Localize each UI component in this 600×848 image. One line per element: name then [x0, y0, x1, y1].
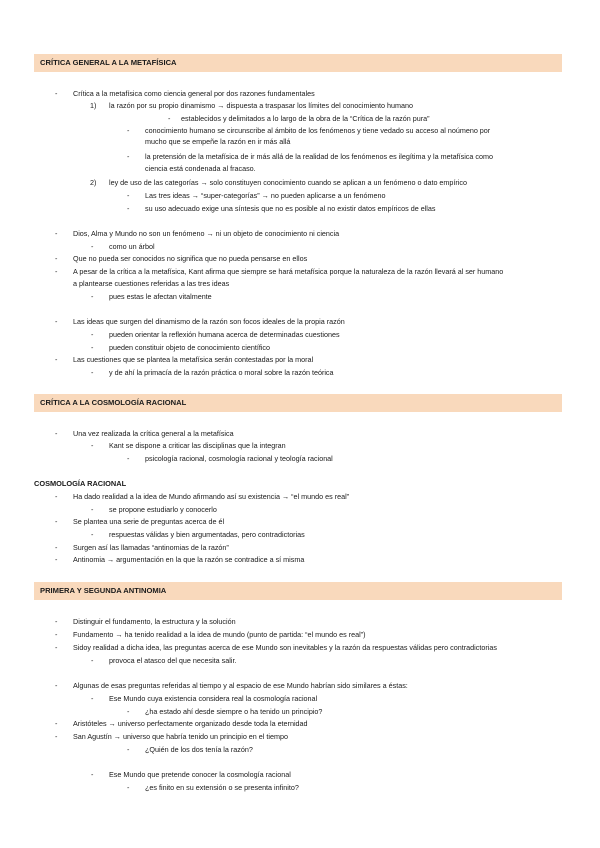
list-item: Las ideas que surgen del dinamismo de la razón son focos ideales de la propia razón: [73, 317, 345, 326]
list-item: pueden constituir objeto de conocimiento científico: [109, 343, 271, 352]
bullet-dash: -: [91, 242, 94, 251]
bullet-dash: -: [55, 681, 58, 690]
bullet-dash: -: [55, 555, 58, 564]
bullet-dash: -: [127, 152, 130, 161]
list-item: ¿ha estado ahí desde siempre o ha tenido un principio?: [145, 707, 323, 716]
list-item: Antinomia → argumentación en la que la razón se contradice a sí misma: [73, 555, 305, 564]
list-item: Fundamento → ha tenido realidad a la idea de mundo (punto de partida: “el mundo es real”): [73, 630, 366, 639]
bullet-dash: -: [127, 126, 130, 135]
bullet-dash: -: [55, 229, 58, 238]
list-item: Las tres ideas → “super-categorías” → no pueden aplicarse a un fenómeno: [145, 191, 386, 200]
bullet-dash: -: [91, 694, 94, 703]
list-item: respuestas válidas y bien argumentadas, pero contradictorias: [109, 530, 305, 539]
list-item: Una vez realizada la crítica general a la metafísica: [73, 429, 234, 438]
bullet-dash: -: [91, 505, 94, 514]
list-item: la pretensión de la metafísica de ir más allá de la realidad de los fenómenos es ilegítima y la metafísica como: [145, 152, 493, 161]
bullet-dash: -: [55, 355, 58, 364]
list-item: conocimiento humano se circunscribe al ámbito de los fenómenos y tiene vedado su acceso al noúmeno por: [145, 126, 491, 135]
list-item: ¿es finito en su extensión o se presenta infinito?: [145, 783, 299, 792]
list-item-continuation: mucho que se empeñe la razón en ir más allá: [145, 137, 291, 146]
list-item: Distinguir el fundamento, la estructura y la solución: [73, 617, 236, 626]
list-item: ¿Quién de los dos tenía la razón?: [145, 745, 253, 754]
section-header-cosmologia-racional: CRÍTICA A LA COSMOLOGÍA RACIONAL: [34, 394, 562, 412]
bullet-dash: -: [55, 617, 58, 626]
bullet-dash: -: [55, 254, 58, 263]
list-item: pues estas le afectan vitalmente: [109, 292, 212, 301]
bullet-dash: -: [127, 707, 130, 716]
list-item: Sidoy realidad a dicha idea, las preguntas acerca de ese Mundo son inevitables y la razón da respuestas válidas pero contradictorias: [73, 643, 497, 652]
bullet-dash: -: [91, 530, 94, 539]
list-number: 1): [90, 101, 97, 110]
list-item: A pesar de la crítica a la metafísica, Kant afirma que siempre se hará metafísica porque la naturaleza de la razón llevará al ser humano: [73, 267, 504, 276]
bullet-dash: -: [91, 343, 94, 352]
bullet-dash: -: [55, 719, 58, 728]
bullet-dash: -: [55, 267, 58, 276]
bullet-dash: -: [55, 517, 58, 526]
list-item: San Agustín → universo que habría tenido un principio en el tiempo: [73, 732, 288, 741]
list-item: Kant se dispone a criticar las disciplinas que la integran: [109, 441, 286, 450]
bullet-dash: -: [127, 204, 130, 213]
bullet-dash: -: [55, 492, 58, 501]
list-item: pueden orientar la reflexión humana acerca de determinadas cuestiones: [109, 330, 340, 339]
list-item: psicología racional, cosmología racional y teología racional: [145, 454, 333, 463]
list-item: la razón por su propio dinamismo → dispuesta a traspasar los límites del conocimiento humano: [109, 101, 414, 110]
section-header-antinomias: PRIMERA Y SEGUNDA ANTINOMIA: [34, 582, 562, 600]
bullet-dash: -: [55, 429, 58, 438]
list-item: provoca el atasco del que necesita salir.: [109, 656, 237, 665]
bullet-dash: -: [127, 745, 130, 754]
bullet-dash: -: [55, 732, 58, 741]
bullet-dash: -: [55, 643, 58, 652]
bullet-dash: -: [91, 368, 94, 377]
list-item: Que no pueda ser conocidos no significa que no pueda pensarse en ellos: [73, 254, 308, 263]
bullet-dash: -: [55, 89, 58, 98]
list-item: Se plantea una serie de preguntas acerca de él: [73, 517, 225, 526]
subheading-cosmologia-racional: COSMOLOGÍA RACIONAL: [34, 479, 127, 488]
section-header-critica-metafisica: CRÍTICA GENERAL A LA METAFÍSICA: [34, 54, 562, 72]
bullet-dash: -: [91, 441, 94, 450]
list-item: Crítica a la metafísica como ciencia general por dos razones fundamentales: [73, 89, 315, 98]
list-item: Las cuestiones que se plantea la metafísica serán contestadas por la moral: [73, 355, 314, 364]
list-item: Aristóteles → universo perfectamente organizado desde toda la eternidad: [73, 719, 308, 728]
list-item: y de ahí la primacía de la razón práctica o moral sobre la razón teórica: [109, 368, 334, 377]
list-item: Ese Mundo cuya existencia considera real la cosmología racional: [109, 694, 318, 703]
bullet-dash: -: [127, 191, 130, 200]
bullet-dash: -: [91, 770, 94, 779]
list-item: Surgen así las llamadas “antinomias de la razón”: [73, 543, 229, 552]
bullet-dash: -: [55, 543, 58, 552]
list-item: Algunas de esas preguntas referidas al tiempo y al espacio de ese Mundo habrían sido similares a éstas:: [73, 681, 408, 690]
list-item: ley de uso de las categorías → solo constituyen conocimiento cuando se aplican a un fenómeno o dato empírico: [109, 178, 467, 187]
bullet-dash: -: [91, 330, 94, 339]
list-item-continuation: a plantearse cuestiones referidas a las tres ideas: [73, 279, 230, 288]
bullet-dash: -: [91, 656, 94, 665]
list-item: establecidos y delimitados a lo largo de la obra de la “Crítica de la razón pura”: [181, 114, 430, 123]
bullet-dash: -: [55, 317, 58, 326]
bullet-dash: -: [168, 114, 171, 123]
list-number: 2): [90, 178, 97, 187]
bullet-dash: -: [55, 630, 58, 639]
list-item: su uso adecuado exige una síntesis que no es posible al no existir datos empíricos de ellas: [145, 204, 436, 213]
list-item: Ese Mundo que pretende conocer la cosmología racional: [109, 770, 291, 779]
bullet-dash: -: [127, 454, 130, 463]
list-item: Dios, Alma y Mundo no son un fenómeno → ni un objeto de conocimiento ni ciencia: [73, 229, 340, 238]
list-item: Ha dado realidad a la idea de Mundo afirmando así su existencia → “el mundo es real”: [73, 492, 350, 501]
bullet-dash: -: [127, 783, 130, 792]
bullet-dash: -: [91, 292, 94, 301]
list-item: como un árbol: [109, 242, 155, 251]
list-item-continuation: ciencia está condenada al fracaso.: [145, 164, 256, 173]
list-item: se propone estudiarlo y conocerlo: [109, 505, 217, 514]
